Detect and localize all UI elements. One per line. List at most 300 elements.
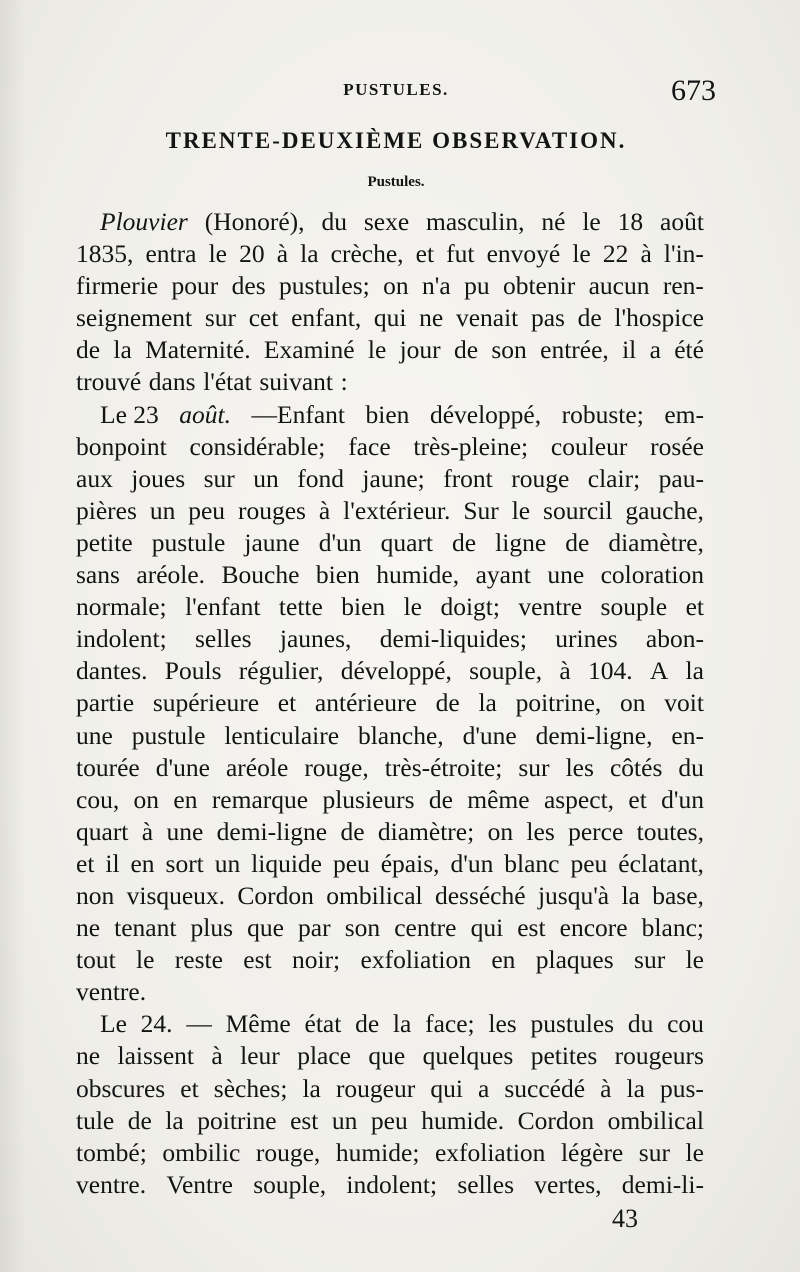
word: de <box>340 816 365 846</box>
word: bonpoint <box>76 431 167 461</box>
word: bien <box>315 560 360 590</box>
text-line <box>76 270 704 302</box>
text-line <box>76 463 704 495</box>
word: de <box>577 303 602 333</box>
word: épais, <box>380 848 440 878</box>
word: dans <box>148 367 196 397</box>
word: du <box>321 207 347 236</box>
text-line <box>76 527 704 559</box>
word: fond <box>297 463 344 493</box>
word: blanc <box>504 848 560 878</box>
word: Cordon <box>237 880 314 910</box>
word: jusqu'à <box>537 880 610 910</box>
word: fut <box>446 239 475 269</box>
word: front <box>443 463 493 493</box>
text-line <box>76 912 704 944</box>
word: la <box>302 1073 321 1103</box>
word: trouvé <box>76 367 142 397</box>
word: un <box>149 495 176 525</box>
word: à <box>640 239 652 269</box>
word: entra <box>145 239 197 269</box>
word: rouges <box>237 495 306 525</box>
word: à <box>141 816 154 846</box>
word: Le <box>100 1009 127 1039</box>
word: quelques <box>422 1041 514 1071</box>
word: quart <box>380 527 433 557</box>
word: 22 <box>602 239 629 269</box>
text-line <box>76 720 704 752</box>
word: de <box>428 784 453 814</box>
word: jaune <box>244 527 300 557</box>
word: doigt; <box>440 592 500 622</box>
word: est <box>243 945 272 975</box>
word: en- <box>671 720 704 750</box>
word: été <box>674 335 704 365</box>
word: bien <box>341 592 386 622</box>
word: de <box>453 335 479 365</box>
word: demi-ligne, <box>535 720 653 750</box>
word: du <box>627 1009 654 1039</box>
word: A <box>649 656 669 686</box>
word: ventre <box>518 592 583 622</box>
word: sort <box>165 848 204 878</box>
word: et <box>277 688 297 718</box>
word: plus <box>190 913 234 943</box>
word: pustule <box>131 720 206 750</box>
word: abon- <box>645 624 704 654</box>
word: blanc; <box>641 913 704 943</box>
observation-subtitle: Pustules. <box>367 174 425 190</box>
word: les <box>488 1009 517 1039</box>
word: ombilical <box>607 1105 704 1135</box>
word: le <box>403 592 422 622</box>
word: petite <box>76 527 133 557</box>
word: Maternité. <box>145 335 251 365</box>
word: ne <box>76 1041 101 1071</box>
word: de <box>565 527 590 557</box>
word: du <box>678 752 704 782</box>
word: et <box>685 592 704 622</box>
word: peu <box>332 848 370 878</box>
word: tenant <box>114 913 177 943</box>
word: envoyé <box>486 239 561 269</box>
word: toutes, <box>636 816 704 846</box>
word: pu <box>464 271 490 301</box>
text-line <box>76 238 704 270</box>
word: développé, <box>340 656 452 686</box>
text-line <box>76 206 704 238</box>
word: souple, <box>253 1169 327 1199</box>
word: sur <box>634 945 666 975</box>
word: une <box>76 720 113 750</box>
text-line <box>76 1169 704 1201</box>
word: sur <box>204 303 236 333</box>
word: la <box>392 1009 412 1039</box>
word: sur <box>518 752 550 782</box>
word: un <box>331 1105 358 1135</box>
word: et <box>180 1073 199 1103</box>
word: 24. <box>140 1009 173 1039</box>
word: base, <box>652 880 704 910</box>
word: sexe <box>363 207 410 236</box>
word: ayant <box>475 560 531 590</box>
text-line <box>76 1105 704 1137</box>
text-line <box>76 623 704 655</box>
word: masculin, <box>426 207 525 236</box>
word: le <box>685 945 704 975</box>
word: ligne <box>495 527 547 557</box>
word: liquide <box>251 848 322 878</box>
word: qui <box>430 1073 463 1103</box>
text-line <box>76 399 704 431</box>
italic-word: Plouvier <box>100 207 188 236</box>
word: de <box>435 688 460 718</box>
word: pas <box>530 303 565 333</box>
word: à <box>211 1041 223 1071</box>
word: : <box>340 367 348 397</box>
word: à <box>600 1073 612 1103</box>
word: dantes. <box>76 656 148 686</box>
word: sans <box>76 560 120 590</box>
word: pustules <box>530 1009 615 1039</box>
word: Examiné <box>263 335 355 365</box>
word: 104. <box>587 656 633 686</box>
text-line <box>76 752 704 784</box>
word: rougeur <box>335 1073 416 1103</box>
text-line <box>76 431 704 463</box>
word: éclatant, <box>618 848 704 878</box>
word: le <box>685 1137 704 1167</box>
word: le <box>572 239 591 269</box>
word: ombilic <box>162 1137 241 1167</box>
word: reste <box>174 945 223 975</box>
word: em- <box>664 399 704 429</box>
word: une <box>547 560 585 590</box>
word: d'un <box>450 848 494 878</box>
word: et <box>628 784 647 814</box>
word: ren- <box>662 271 704 301</box>
word: d'un <box>661 784 704 814</box>
word: jour <box>399 335 441 365</box>
word: la <box>113 335 132 365</box>
word: rouge, <box>304 752 369 782</box>
word: état <box>304 1009 342 1039</box>
word: l'in- <box>663 239 704 269</box>
word: quart <box>76 816 129 846</box>
word: d'une <box>155 752 210 782</box>
word: aréole <box>225 752 289 782</box>
word: non <box>76 880 115 910</box>
word: sur <box>638 1137 670 1167</box>
word: ne <box>76 913 101 943</box>
word: pustules; <box>279 271 370 301</box>
page-header <box>76 76 716 110</box>
page-gutter-shadow <box>0 0 26 1272</box>
word: pour <box>171 271 219 301</box>
word: qui <box>373 303 407 333</box>
word: tout <box>76 945 116 975</box>
word: firmerie <box>76 271 159 301</box>
word: né <box>541 207 566 236</box>
word: Le 23 <box>100 399 159 429</box>
text-line <box>76 848 704 880</box>
word: urines <box>555 624 618 654</box>
word: une <box>166 816 204 846</box>
word: sourcil <box>543 495 613 525</box>
word: et <box>415 239 435 269</box>
word: humide, <box>376 560 460 590</box>
word: le <box>511 495 531 525</box>
word: demi-liquides; <box>379 624 528 654</box>
word: le <box>582 207 601 236</box>
word: les <box>526 816 555 846</box>
word: clair; <box>587 463 641 493</box>
text-line <box>76 655 704 687</box>
word: est <box>517 913 546 943</box>
word: demi-li- <box>621 1169 704 1199</box>
word: de <box>355 1009 380 1039</box>
word: l'état <box>203 367 252 397</box>
word: est <box>290 1105 319 1135</box>
word: selles <box>194 624 252 654</box>
word: côtés <box>609 752 663 782</box>
word: poitrine, <box>515 688 602 718</box>
word: obscures <box>76 1073 166 1103</box>
text-line <box>76 687 704 719</box>
word: plaques <box>535 945 614 975</box>
word: régulier, <box>238 656 324 686</box>
word: l'extérieur. <box>343 495 451 525</box>
word: on <box>383 271 409 301</box>
word: août <box>660 207 704 236</box>
word: la <box>626 1073 645 1103</box>
word: l'hospice <box>614 303 704 333</box>
word: 18 <box>617 207 644 236</box>
word: de <box>452 527 477 557</box>
word: que <box>368 1041 406 1071</box>
text-line <box>76 784 704 816</box>
word: blanche, <box>357 720 444 750</box>
word: très-étroite; <box>384 752 503 782</box>
word: succédé <box>504 1073 586 1103</box>
word: on <box>487 816 514 846</box>
word: on <box>620 688 646 718</box>
word: poitrine <box>197 1105 277 1135</box>
word: même <box>467 784 530 814</box>
word: visqueux. <box>126 880 226 910</box>
word: demi-ligne <box>216 816 328 846</box>
word: normale; <box>76 592 167 622</box>
word: rougeurs <box>614 1041 704 1071</box>
word: d'un <box>318 527 362 557</box>
word: peu <box>570 848 608 878</box>
word: vertes, <box>534 1169 602 1199</box>
word: l'enfant <box>185 592 261 622</box>
word: en <box>173 784 198 814</box>
word: suivant <box>259 367 333 397</box>
word: son <box>491 335 527 365</box>
word: robuste; <box>561 399 644 429</box>
text-line <box>76 1040 704 1072</box>
word: ventre. <box>76 977 147 1007</box>
word: (Honoré), <box>204 207 305 236</box>
word: sur <box>203 463 235 493</box>
word: qui <box>470 913 504 943</box>
word: à <box>318 495 331 525</box>
word: sèches; <box>213 1073 288 1103</box>
word: et <box>76 848 95 878</box>
word: Ventre <box>166 1169 233 1199</box>
word: que <box>247 913 284 943</box>
word: obtenir <box>502 271 576 301</box>
word: 1835, <box>76 239 134 269</box>
word: jaune; <box>362 463 425 493</box>
word: pustule <box>151 527 226 557</box>
text-line <box>76 334 704 366</box>
word: pières <box>76 495 137 525</box>
word: 20 <box>239 239 265 269</box>
word: le <box>208 239 227 269</box>
word: à <box>276 239 289 269</box>
word: enfant, <box>291 303 362 333</box>
word: supérieure <box>152 688 260 718</box>
word: Cordon <box>517 1105 595 1135</box>
word: diamètre, <box>608 527 704 557</box>
word: noir; <box>291 945 341 975</box>
word: à <box>559 656 571 686</box>
word: couleur <box>550 431 628 461</box>
word: pau- <box>658 463 704 493</box>
word: rouge, <box>255 1137 321 1167</box>
word: Même <box>225 1009 291 1039</box>
word: de <box>127 1105 152 1135</box>
word: n'a <box>422 271 451 301</box>
word: cou <box>667 1009 704 1039</box>
word: il <box>105 848 120 878</box>
word: centre <box>394 913 457 943</box>
text-line <box>76 366 704 398</box>
word: légère <box>560 1137 624 1167</box>
word: place <box>297 1041 351 1071</box>
word: rosée <box>650 431 704 461</box>
word: gauche, <box>625 495 704 525</box>
word: bien <box>365 399 410 429</box>
word: partie <box>76 688 135 718</box>
word: venait <box>455 303 519 333</box>
word: selles <box>457 1169 514 1199</box>
text-line <box>76 1137 704 1169</box>
word: il <box>622 335 637 365</box>
word: jaunes, <box>279 624 352 654</box>
word: aréole. <box>136 560 206 590</box>
word: a <box>649 335 661 365</box>
word: Sur <box>463 495 499 525</box>
text-line <box>76 591 704 623</box>
word: —Enfant <box>251 399 346 429</box>
word: les <box>565 752 594 782</box>
word: des <box>231 271 266 301</box>
word: par <box>298 913 331 943</box>
word: tombé; <box>76 1137 147 1167</box>
word: diamètre; <box>377 816 475 846</box>
word: un <box>253 463 279 493</box>
word: entrée, <box>540 335 609 365</box>
word: aspect, <box>543 784 615 814</box>
observation-title: TRENTE-DEUXIÈME OBSERVATION. <box>165 128 627 153</box>
word: desséché <box>434 880 526 910</box>
word: joues <box>131 463 186 493</box>
text-line <box>76 976 704 1008</box>
word: pus- <box>659 1073 704 1103</box>
word: antérieure <box>314 688 417 718</box>
word: la <box>621 880 640 910</box>
word: seignement <box>76 303 193 333</box>
word: en <box>491 945 516 975</box>
word: remarque <box>211 784 309 814</box>
word: le <box>136 945 155 975</box>
italic-word: août. <box>179 399 232 429</box>
word: ventre. <box>76 1169 147 1199</box>
text-line <box>76 1008 704 1040</box>
word: aucun <box>588 271 650 301</box>
word: d'une <box>462 720 517 750</box>
word: souple <box>600 592 668 622</box>
word: cet <box>248 303 279 333</box>
word: rouge <box>511 463 570 493</box>
word: développé, <box>429 399 542 429</box>
word: — <box>186 1009 212 1039</box>
word: souple, <box>469 656 543 686</box>
word: peu <box>370 1105 408 1135</box>
word: plusieurs <box>322 784 415 814</box>
word: de <box>76 335 101 365</box>
word: tourée <box>76 752 140 782</box>
body-text <box>76 206 704 1201</box>
word: la <box>165 1105 184 1135</box>
word: considérable; <box>189 431 326 461</box>
word: peu <box>188 495 226 525</box>
text-line <box>76 559 704 591</box>
word: le <box>367 335 387 365</box>
word: face <box>348 431 391 461</box>
text-line <box>76 495 704 527</box>
word: lenticulaire <box>224 720 340 750</box>
word: petites <box>530 1041 598 1071</box>
word: un <box>214 848 241 878</box>
word: Bouche <box>221 560 300 590</box>
text-line <box>76 816 704 848</box>
word: laissent <box>117 1041 194 1071</box>
word: Pouls <box>164 656 222 686</box>
word: leur <box>240 1041 280 1071</box>
word: coloration <box>600 560 704 590</box>
word: aux <box>76 463 113 493</box>
word: indolent; <box>346 1169 438 1199</box>
word: la <box>685 656 704 686</box>
text-line <box>76 880 704 912</box>
word: humide; <box>335 1137 420 1167</box>
word: exfoliation <box>360 945 471 975</box>
word: ne <box>419 303 444 333</box>
word: très-pleine; <box>413 431 529 461</box>
word: voit <box>664 688 704 718</box>
word: face; <box>425 1009 475 1039</box>
word: on <box>133 784 160 814</box>
text-line <box>76 302 704 334</box>
word: tule <box>76 1105 115 1135</box>
page-number: 673 <box>671 74 716 107</box>
word: encore <box>559 913 628 943</box>
